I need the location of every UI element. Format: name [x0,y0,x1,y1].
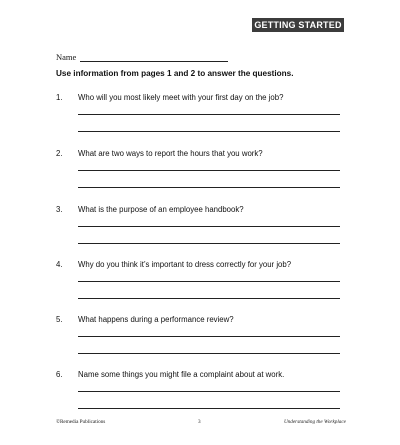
question-text: Why do you think it’s important to dress correctly for your job? [78,260,292,269]
question-number: 6. [56,370,63,379]
name-field[interactable] [80,52,228,62]
question-6 [56,370,346,379]
question-text: What happens during a performance review? [78,315,234,324]
answer-line[interactable] [78,298,340,299]
answer-line[interactable] [78,131,340,132]
name-label: Name [56,52,77,62]
answer-line[interactable] [78,114,340,115]
question-text: Who will you most likely meet with your first day on the job? [78,93,284,102]
question-3 [56,205,346,214]
question-text: What are two ways to report the hours that you work? [78,149,263,158]
answer-line[interactable] [78,391,340,392]
answer-line[interactable] [78,336,340,337]
instructions: Use information from pages 1 and 2 to answer the questions. [56,69,294,78]
answer-line[interactable] [78,226,340,227]
question-number: 5. [56,315,63,324]
question-1 [56,93,346,102]
footer-publisher: ©Remedia Publications [56,419,106,425]
question-number: 2. [56,149,63,158]
answer-line[interactable] [78,243,340,244]
name-field-row [56,52,228,62]
answer-line[interactable] [78,353,340,354]
question-5 [56,315,346,324]
question-number: 3. [56,205,63,214]
answer-line[interactable] [78,170,340,171]
question-text: Name some things you might file a complaint about at work. [78,370,285,379]
answer-line[interactable] [78,187,340,188]
answer-line[interactable] [78,408,340,409]
question-4 [56,260,346,269]
footer-book-title: Understanding the Workplace [283,419,346,425]
question-2 [56,149,346,158]
answer-line[interactable] [78,281,340,282]
footer-page-number: 3 [198,419,201,425]
question-number: 4. [56,260,63,269]
question-number: 1. [56,93,63,102]
question-text: What is the purpose of an employee handbook? [78,205,244,214]
page-footer [56,419,346,429]
section-badge: GETTING STARTED [252,18,344,32]
